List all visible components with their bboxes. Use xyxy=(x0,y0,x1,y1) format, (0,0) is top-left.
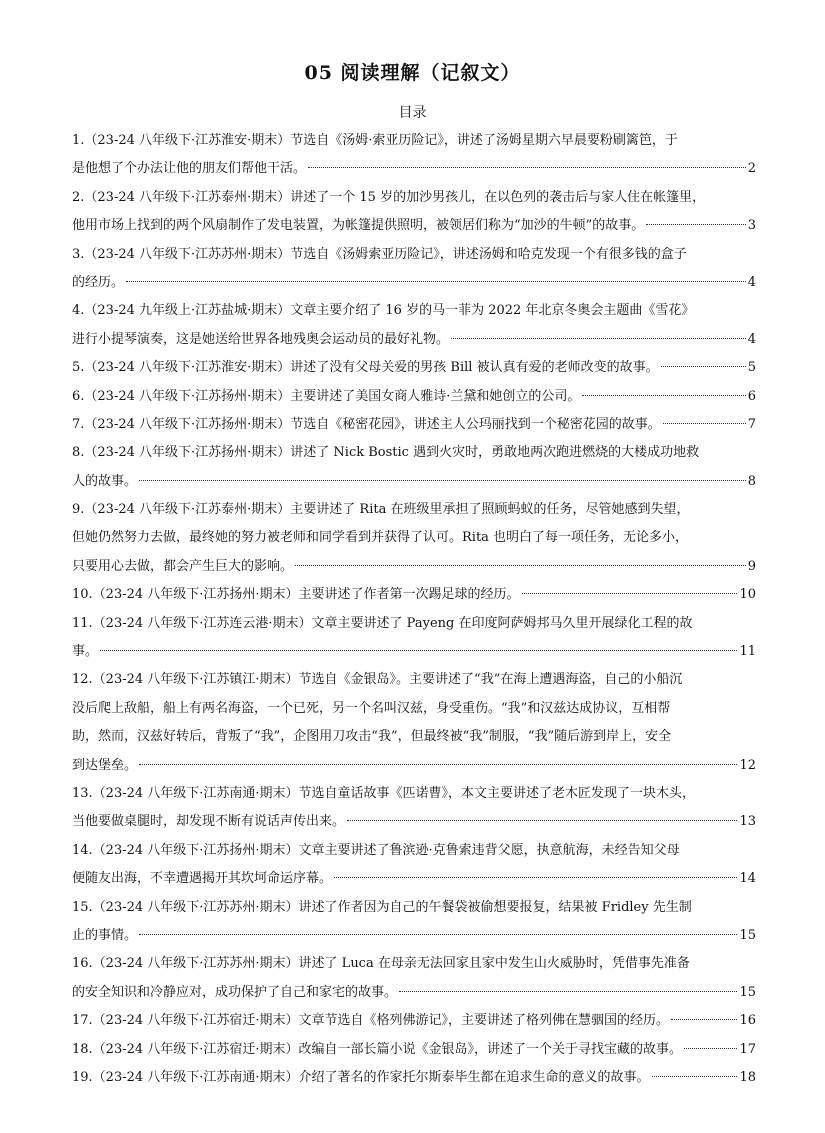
toc-entry-line xyxy=(72,524,756,552)
dot-leader xyxy=(663,423,746,424)
toc-entry-line xyxy=(72,269,756,297)
toc-entry-line xyxy=(72,468,756,496)
dot-leader xyxy=(522,593,738,594)
toc-entry[interactable] xyxy=(72,241,756,298)
toc-entry[interactable] xyxy=(72,127,756,184)
toc-entry-line xyxy=(72,894,756,922)
toc-entry-text: 的安全知识和冷静应对，成功保护了自己和家宅的故事。 xyxy=(72,984,398,1000)
toc-entry-line xyxy=(72,326,756,354)
dot-leader xyxy=(139,480,746,481)
toc-page-number: 9 xyxy=(747,558,756,574)
dot-leader xyxy=(126,281,746,282)
dot-leader xyxy=(295,565,746,566)
toc-entry-text: 11.（23-24 八年级下·江苏连云港·期末）文章主要讲述了 Payeng 在印度阿萨姆邦马久里开展绿化工程的故 xyxy=(72,615,693,631)
toc-entry-line xyxy=(72,979,756,1007)
toc-entry-line xyxy=(72,212,756,240)
toc-entry-line xyxy=(72,581,756,609)
toc-entry-text: 到达堡垒。 xyxy=(72,757,138,773)
toc-entry-text: 3.（23-24 八年级下·江苏苏州·期末）节选自《汤姆索亚历险记》，讲述汤姆和哈克发现一个有很多钱的盒子 xyxy=(72,246,687,262)
toc-entry-text: 8.（23-24 八年级下·江苏扬州·期末）讲述了 Nick Bostic 遇到火灾时，勇敢地两次跑进燃烧的大楼成功地救 xyxy=(72,445,700,461)
toc-entry-line xyxy=(72,752,756,780)
toc-entry-text: 没后爬上敌船，船上有两名海盗，一个已死，另一个名叫汉兹，身受重伤。“我”和汉兹达成协议，互相帮 xyxy=(72,700,671,716)
toc-entry-line xyxy=(72,297,756,325)
toc-entry[interactable] xyxy=(72,1036,756,1064)
dot-leader xyxy=(652,1076,738,1077)
toc-entry-text: 16.（23-24 八年级下·江苏苏州·期末）讲述了 Luca 在母亲无法回家且家中发生山火威胁时，凭借事先准备 xyxy=(72,956,690,972)
toc-page-number: 8 xyxy=(747,473,756,489)
toc-entry-line xyxy=(72,241,756,269)
dot-leader xyxy=(100,650,737,651)
toc-page-number: 5 xyxy=(747,360,756,376)
toc-entry-text: 14.（23-24 八年级下·江苏扬州·期末）文章主要讲述了鲁滨逊·克鲁索违背父愿，执意航海，未经告知父母 xyxy=(72,842,680,858)
toc-page-number: 2 xyxy=(747,161,756,177)
toc-page-number: 16 xyxy=(739,1013,756,1029)
toc-entry-text: 事。 xyxy=(72,644,99,660)
toc-entry[interactable] xyxy=(72,780,756,837)
toc-entry-text: 4.（23-24 九年级上·江苏盐城·期末）文章主要介绍了 16 岁的马一菲为 2022 年北京冬奥会主题曲《雪花》 xyxy=(72,303,695,319)
dot-leader xyxy=(139,934,737,935)
toc-page-number: 3 xyxy=(747,218,756,234)
toc-entry-line xyxy=(72,1036,756,1064)
toc-entry-text: 1.（23-24 八年级下·江苏淮安·期末）节选自《汤姆·索亚历险记》，讲述了汤姆星期六早晨要粉刷篱笆，于 xyxy=(72,133,678,148)
toc-entry[interactable] xyxy=(72,610,756,667)
toc-entry-text: 止的事情。 xyxy=(72,927,138,943)
toc-entry-line xyxy=(72,922,756,950)
toc-entry[interactable] xyxy=(72,411,756,439)
toc-heading: 目录 xyxy=(398,105,427,121)
toc-entry-text: 9.（23-24 八年级下·江苏泰州·期末）主要讲述了 Rita 在班级里承担了照顾蚂蚁的任务，尽管她感到失望， xyxy=(72,502,690,518)
toc-page-number: 12 xyxy=(739,757,756,773)
toc-entry-text: 7.（23-24 八年级下·江苏扬州·期末）节选自《秘密花园》，讲述主人公玛丽找到一个秘密花园的故事。 xyxy=(72,416,661,432)
dot-leader xyxy=(347,820,737,821)
toc-entry-text: 13.（23-24 八年级下·江苏南通·期末）节选自童话故事《匹诺曹》，本文主要讲述了老木匠发现了一块木头， xyxy=(72,785,696,801)
toc-entry-line xyxy=(72,723,756,751)
toc-entry[interactable] xyxy=(72,383,756,411)
toc-entry[interactable] xyxy=(72,666,756,780)
toc-entry-line xyxy=(72,1064,756,1092)
toc-entry-line xyxy=(72,638,756,666)
toc-entry[interactable] xyxy=(72,297,756,354)
toc-entry[interactable] xyxy=(72,1007,756,1035)
toc-entry-text: 18.（23-24 八年级下·江苏宿迁·期末）改编自一部长篇小说《金银岛》，讲述了一个关于寻找宝藏的故事。 xyxy=(72,1041,683,1057)
dot-leader xyxy=(646,224,745,225)
toc-entry-text: 只要用心去做，都会产生巨大的影响。 xyxy=(72,558,294,574)
table-of-contents xyxy=(72,127,756,1092)
toc-entry-text: 5.（23-24 八年级下·江苏淮安·期末）讲述了没有父母关爱的男孩 Bill 被认真有爱的老师改变的故事。 xyxy=(72,360,659,376)
toc-entry-line xyxy=(72,666,756,694)
toc-entry-line xyxy=(72,950,756,978)
toc-page-number: 11 xyxy=(739,644,756,660)
dot-leader xyxy=(451,338,746,339)
document-title: 05 阅读理解（记叙文） xyxy=(304,62,521,84)
toc-entry[interactable] xyxy=(72,837,756,894)
toc-entry-line xyxy=(72,354,756,382)
toc-entry-text: 6.（23-24 八年级下·江苏扬州·期末）主要讲述了美国女商人雅诗·兰黛和她创立的公司。 xyxy=(72,388,581,404)
dot-leader xyxy=(661,366,746,367)
toc-page-number: 15 xyxy=(739,984,756,1000)
toc-page-number: 7 xyxy=(747,416,756,432)
toc-entry-text: 当他要做桌腿时，却发现不断有说话声传出来。 xyxy=(72,814,346,830)
toc-entry-line xyxy=(72,1007,756,1035)
toc-entry-text: 助，然而，汉兹好转后，背叛了“我”，企图用刀攻击“我”，但最终被“我”制服，“我”随后游到岸上，安全 xyxy=(72,729,672,745)
toc-entry-line xyxy=(72,496,756,524)
toc-page-number: 4 xyxy=(747,274,756,290)
toc-entry-text: 12.（23-24 八年级下·江苏镇江·期末）节选自《金银岛》。主要讲述了“我”在海上遭遇海盗，自己的小船沉 xyxy=(72,672,683,688)
toc-entry-line xyxy=(72,439,756,467)
dot-leader xyxy=(582,395,745,396)
toc-entry-line xyxy=(72,411,756,439)
toc-entry-line xyxy=(72,808,756,836)
toc-page-number: 14 xyxy=(739,871,756,887)
toc-entry-line xyxy=(72,865,756,893)
dot-leader xyxy=(308,167,746,168)
dot-leader xyxy=(671,1019,737,1020)
toc-page-number: 15 xyxy=(739,927,756,943)
toc-entry-text: 他用市场上找到的两个风扇制作了发电装置，为帐篷提供照明，被领居们称为“加沙的牛顿”的故事。 xyxy=(72,218,645,234)
toc-entry-text: 但她仍然努力去做，最终她的努力被老师和同学看到并获得了认可。Rita 也明白了每一项任务，无论多小， xyxy=(72,530,689,546)
toc-entry[interactable] xyxy=(72,354,756,382)
toc-entry-text: 进行小提琴演奏，这是她送给世界各地残奥会运动员的最好礼物。 xyxy=(72,331,450,347)
toc-entry-text: 15.（23-24 八年级下·江苏苏州·期末）讲述了作者因为自己的午餐袋被偷想要报复，结果被 Fridley 先生制 xyxy=(72,899,692,915)
toc-entry[interactable] xyxy=(72,950,756,1007)
toc-entry-line xyxy=(72,695,756,723)
toc-page-number: 10 xyxy=(739,587,756,603)
toc-page-number: 17 xyxy=(739,1041,756,1057)
toc-entry-line xyxy=(72,610,756,638)
toc-entry[interactable] xyxy=(72,1064,756,1092)
toc-entry-line xyxy=(72,184,756,212)
toc-entry[interactable] xyxy=(72,496,756,581)
toc-entry-text: 17.（23-24 八年级下·江苏宿迁·期末）文章节选自《格列佛游记》，主要讲述了格列佛在慧骃国的经历。 xyxy=(72,1013,670,1029)
toc-entry-text: 是他想了个办法让他的朋友们帮他干活。 xyxy=(72,161,307,177)
dot-leader xyxy=(334,877,737,878)
toc-entry-text: 19.（23-24 八年级下·江苏南通·期末）介绍了著名的作家托尔斯泰毕生都在追求生命的意义的故事。 xyxy=(72,1069,650,1085)
dot-leader xyxy=(139,764,737,765)
toc-entry-line xyxy=(72,127,756,155)
toc-page-number: 4 xyxy=(747,331,756,347)
toc-entry[interactable] xyxy=(72,581,756,609)
toc-entry-line xyxy=(72,837,756,865)
toc-entry-text: 的经历。 xyxy=(72,274,125,290)
toc-entry-line xyxy=(72,155,756,183)
toc-entry[interactable] xyxy=(72,184,756,241)
dot-leader xyxy=(684,1048,737,1049)
toc-entry-line xyxy=(72,780,756,808)
toc-entry-text: 人的故事。 xyxy=(72,473,138,489)
toc-entry[interactable] xyxy=(72,439,756,496)
toc-entry-text: 便随友出海，不幸遭遇揭开其坎坷命运序幕。 xyxy=(72,871,333,887)
toc-page-number: 18 xyxy=(739,1069,756,1085)
dot-leader xyxy=(399,991,737,992)
toc-entry-text: 2.（23-24 八年级下·江苏泰州·期末）讲述了一个 15 岁的加沙男孩儿，在以色列的袭击后与家人住在帐篷里， xyxy=(72,189,706,205)
toc-entry-text: 10.（23-24 八年级下·江苏扬州·期末）主要讲述了作者第一次踢足球的经历。 xyxy=(72,587,520,603)
toc-page-number: 13 xyxy=(739,814,756,830)
toc-entry[interactable] xyxy=(72,894,756,951)
toc-entry-line xyxy=(72,553,756,581)
toc-page-number: 6 xyxy=(747,388,756,404)
toc-entry-line xyxy=(72,383,756,411)
